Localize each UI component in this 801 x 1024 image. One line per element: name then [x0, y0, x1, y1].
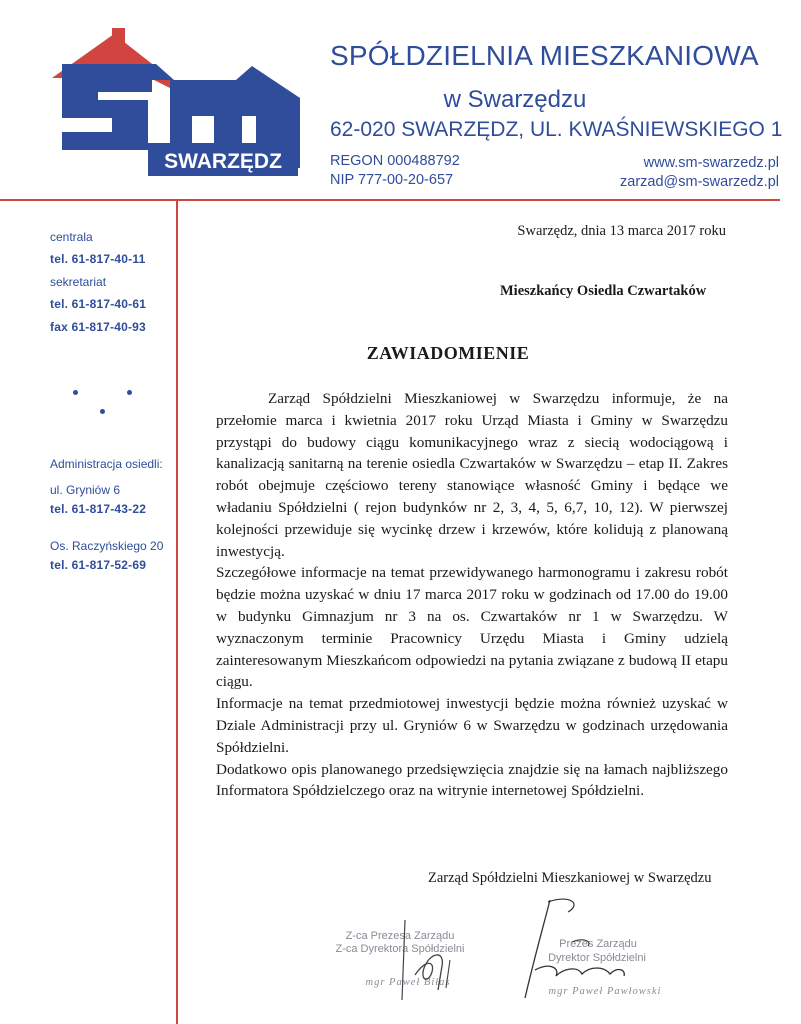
centrala-label: centrala — [50, 230, 93, 244]
decorative-dot — [127, 390, 132, 395]
letter-closing: Zarząd Spółdzielni Mieszkaniowej w Swarzędzu — [428, 870, 712, 886]
decorative-dot — [73, 390, 78, 395]
office1-address: ul. Gryniów 6 — [50, 483, 121, 497]
email-link[interactable]: zarzad@sm-swarzedz.pl — [620, 174, 779, 190]
regon-number: REGON 000488792 — [330, 153, 460, 169]
sekretariat-fax: fax 61-817-40-93 — [50, 320, 146, 334]
centrala-phone: tel. 61-817-40-11 — [50, 252, 146, 266]
left-stamp-title1: Z-ca Prezesa Zarządu — [345, 930, 455, 942]
nip-number: NIP 777-00-20-657 — [330, 172, 454, 188]
left-stamp-name: mgr Paweł Biłas — [365, 977, 451, 988]
right-stamp-title1: Prezes Zarządu — [559, 938, 637, 950]
paragraph: Szczegółowe informacje na temat przewidywanego harmonogramu i zakresu robót będzie można uzyskać w dniu 17 marca 2017 roku w godzinach od 17.00 do 19.00 w budynku Gimnazjum nr 3 na os. Czwartaków nr 1 w Swarzędzu. W wyznaczonym terminie Pracownicy Urzędu Miasta i Gminy udzielą zainteresowanym Mieszkańcom odpowiedzi na pytania związane z budową II etapu ciągu. — [216, 564, 728, 691]
left-stamp-title2: Z-ca Dyrektora Spółdzielni — [335, 943, 465, 955]
office2-phone: tel. 61-817-52-69 — [50, 558, 147, 572]
cooperative-logo — [52, 28, 300, 178]
sekretariat-phone: tel. 61-817-40-61 — [50, 297, 147, 311]
right-stamp-name: mgr Paweł Pawłowski — [548, 986, 662, 997]
org-name: SPÓŁDZIELNIA MIESZKANIOWA — [330, 40, 759, 71]
org-city: w Swarzędzu — [443, 86, 587, 113]
letter-recipient: Mieszkańcy Osiedla Czwartaków — [500, 283, 707, 299]
letter-body — [216, 388, 728, 802]
paragraph: Informacje na temat przedmiotowej inwestycji będzie można również uzyskać w Dziale Administracji przy ul. Gryniów 6 w Swarzędzu w godzinach urzędowania Spółdzielni. — [216, 695, 728, 756]
paragraph: Dodatkowo opis planowanego przedsięwzięcia znajdzie się na łamach najbliższego Informatora Spółdzielczego oraz na witrynie internetowej Spółdzielni. — [216, 760, 728, 800]
sekretariat-label: sekretariat — [50, 275, 107, 289]
logo-text: SWARZĘDZ — [164, 150, 282, 173]
administracja-label: Administracja osiedli: — [50, 457, 163, 471]
handwritten-signatures — [320, 880, 780, 1020]
org-address: 62-020 SWARZĘDZ, UL. KWAŚNIEWSKIEGO 1 — [330, 118, 783, 141]
website-link[interactable]: www.sm-swarzedz.pl — [643, 155, 779, 171]
office1-phone: tel. 61-817-43-22 — [50, 502, 147, 516]
office2-address: Os. Raczyńskiego 20 — [50, 539, 164, 553]
right-stamp-title2: Dyrektor Spółdzielni — [548, 952, 646, 964]
paragraph: Zarząd Spółdzielni Mieszkaniowej w Swarzędzu informuje, że na przełomie marca i kwietnia 2017 roku Urząd Miasta i Gminy w Swarzędzu przystąpi do budowy ciągu komunikacyjnego wraz z siecią wodociągową i kanalizacją sanitarną na terenie osiedla Czwartaków w Swarzędzu – etap II. Zakres robót obejmuje częściowo tereny stanowiące własność Gminy i będące we władaniu Spółdzielni ( rejon budynków nr 2, 3, 4, 5, 6,7, 10, 12). W pierwszej kolejności przewiduje się wycinkę drzew i krzewów, które kolidują z planowaną inwestycją. — [216, 390, 728, 560]
letter-date: Swarzędz, dnia 13 marca 2017 roku — [517, 223, 726, 239]
decorative-dot — [100, 409, 105, 414]
sidebar-divider — [176, 199, 178, 1024]
header-divider — [0, 199, 780, 201]
document-title: ZAWIADOMIENIE — [366, 343, 530, 363]
